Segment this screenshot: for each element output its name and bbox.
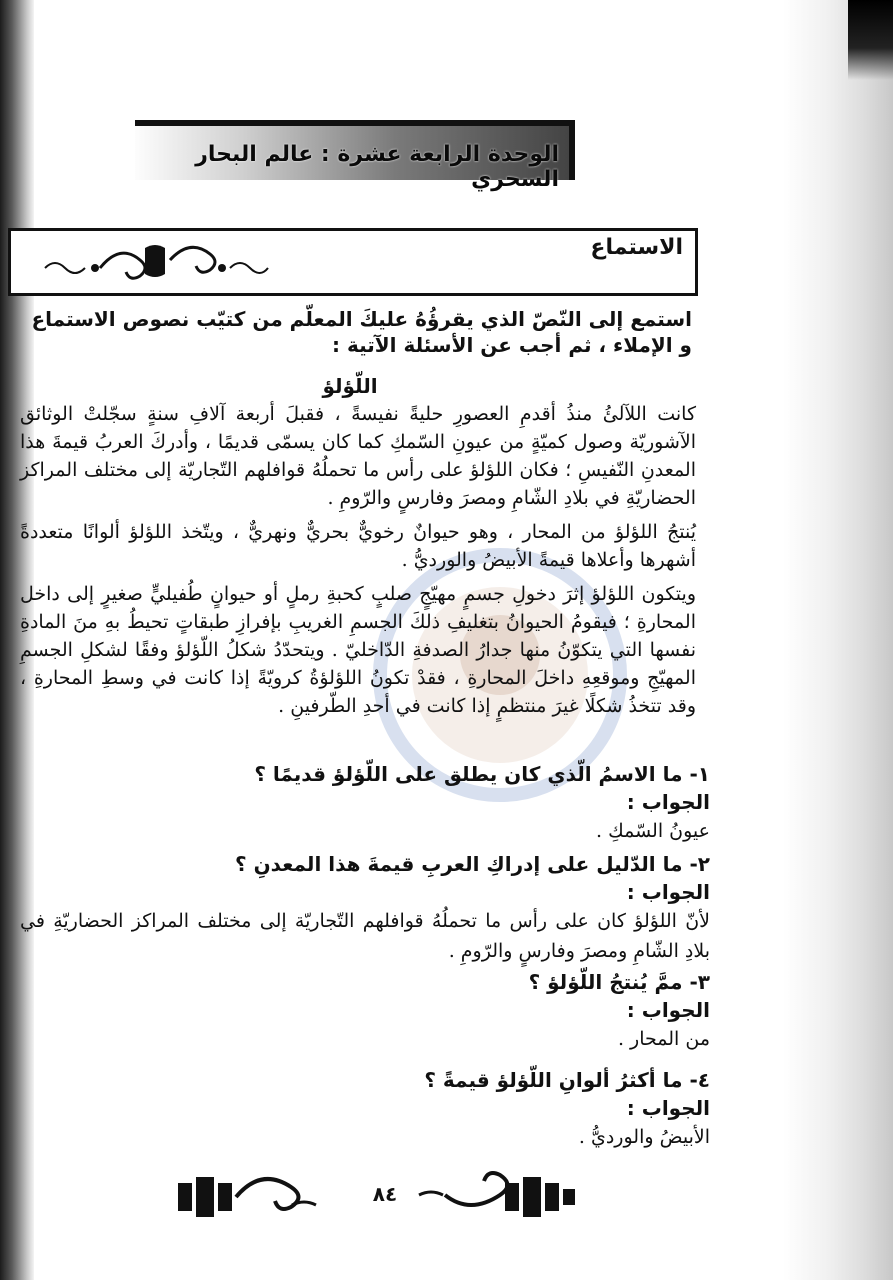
- page-number: ٨٤: [372, 1182, 398, 1206]
- question-text: ٢- ما الدّليل على إدراكِ العربِ قيمةَ هذا المعدنِ ؟: [235, 852, 710, 876]
- answer-label: الجواب :: [626, 998, 710, 1022]
- story-title: اللّؤلؤ: [322, 374, 378, 398]
- answer-text: لأنّ اللؤلؤ كان على رأس ما تحملُهُ قوافلهم التّجاريّة إلى مختلف المراكز الحضاريّةِ في بلادِ الشّامِ ومصرَ وفارسٍ والرّومِ .: [20, 910, 710, 962]
- question-block: [20, 1066, 710, 1152]
- unit-title: الوحدة الرابعة عشرة : عالم البحار السحري: [195, 142, 559, 192]
- page-edge-right-shadow: [783, 0, 893, 1280]
- answer-text: من المحار .: [617, 1028, 710, 1050]
- answer-label: الجواب :: [626, 790, 710, 814]
- story-paragraph: ويتكون اللؤلؤ إثرَ دخولِ جسمٍ مهيّجٍ صلبٍ كحبةِ رملٍ أو حيوانٍ طُفيليٍّ صغيرٍ إلى داخل المحارةِ ؛ فيقومُ الحيوانُ بتغليفِ ذلكَ الجسمِ الغريبِ بإفرازِ طبقاتٍ تحيطُ بهِ منَ المادةِ نفسها التي يتكوّنُ منها جدارُ الصدفةِ الدّاخليّ . ويتحدّدُ شكلُ اللّؤلؤ وفقًا لشكلِ الجسمِ المهيّجِ وموقعِهِ داخلَ المحارةِ ، فقدْ تكونُ اللؤلؤةُ كرويّةً إذا كانت في وسطِ المحارةِ ، وقد تتخذُ شكلًا غيرَ منتظمٍ إذا كانت في أحدِ الطّرفينِ .: [20, 583, 696, 717]
- question-block: [20, 850, 710, 966]
- question-block: [20, 760, 710, 846]
- section-title: الاستماع: [590, 235, 683, 260]
- page-corner-shadow: [848, 0, 893, 80]
- ornament-footer-left-icon: [172, 1165, 322, 1229]
- question-text: ٤- ما أكثرُ ألوانِ اللّؤلؤ قيمةً ؟: [424, 1068, 710, 1092]
- unit-banner: [135, 120, 575, 192]
- question-block: [20, 968, 710, 1054]
- story-paragraph: يُنتجُ اللؤلؤ من المحار ، وهو حيوانٌ رخويٌّ بحريٌّ ونهريٌّ ، ويتّخذ اللؤلؤ ألوانًا متعددةً أشهرها وأعلاها قيمةً الأبيضُ والورديُّ .: [20, 521, 696, 571]
- question-text: ٣- ممَّ يُنتجُ اللّؤلؤ ؟: [528, 970, 710, 994]
- answer-text: الأبيضُ والورديُّ .: [578, 1126, 710, 1148]
- story-paragraph: كانت اللآلئُ منذُ أقدمِ العصورِ حليةً نفيسةً ، فقبلَ أربعة آلافِ سنةٍ سجّلتْ الوثائق الآشوريّة وصول كميّةٍ من عيونِ السّمكِ كما كان يسمّى قديمًا ، وأدركَ العربُ قيمةَ هذا المعدنِ النّفيسِ ؛ فكان اللؤلؤ على رأس ما تحملُهُ قوافلهم التّجاريّة إلى مختلف المراكز الحضاريّةِ في بلادِ الشّامِ ومصرَ وفارسٍ والرّومِ .: [20, 403, 696, 509]
- ornament-header-icon: [40, 238, 270, 282]
- answer-label: الجواب :: [626, 880, 710, 904]
- question-text: ١- ما الاسمُ الّذي كان يطلق على اللّؤلؤ قديمًا ؟: [254, 762, 710, 786]
- answer-text: عيونُ السّمكِ .: [596, 820, 710, 842]
- ornament-footer-right-icon: [415, 1165, 580, 1229]
- answer-label: الجواب :: [626, 1096, 710, 1120]
- instruction-text: استمع إلى النّصّ الذي يقرؤُهُ عليكَ المعلّم من كتيّب نصوص الاستماع و الإملاء ، ثم أجب عن الأسئلة الآتية :: [31, 307, 692, 357]
